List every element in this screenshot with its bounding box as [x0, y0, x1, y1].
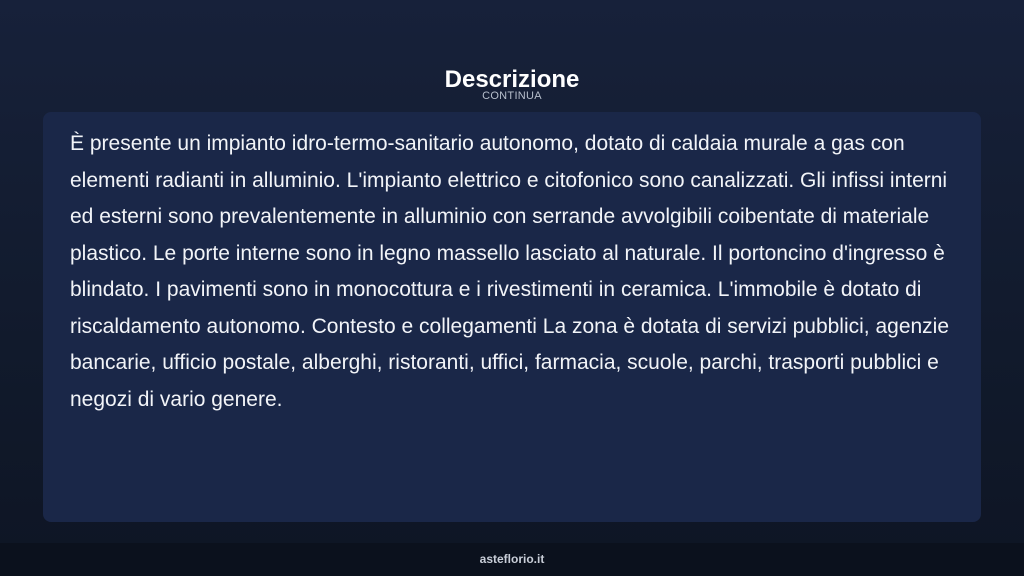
page-title: Descrizione — [444, 66, 580, 94]
description-text: È presente un impianto idro-termo-sanitario autonomo, dotato di caldaia murale a gas con elementi radianti in alluminio. L'impianto elettrico e citofonico sono canalizzati. Gli infissi interni ed esterni sono prevalentemente in alluminio con serrande avvolgibili coibentate di materiale plastico. Le porte interne sono in legno massello lasciato al naturale. Il portoncino d'ingresso è blindato. I pavimenti sono in monocottura e i rivestimenti in ceramica. L'immobile è dotato di riscaldamento autonomo. Contesto e collegamenti La zona è dotata di servizi pubblici, agenzie bancarie, ufficio postale, alberghi, ristoranti, uffici, farmacia, scuole, parchi, trasporti pubblici e negozi di vario genere. — [70, 132, 950, 411]
description-card — [43, 112, 981, 522]
footer-bar — [0, 543, 1024, 576]
continua-label: CONTINUA — [482, 90, 542, 102]
footer-brand: asteflorio.it — [479, 552, 545, 566]
